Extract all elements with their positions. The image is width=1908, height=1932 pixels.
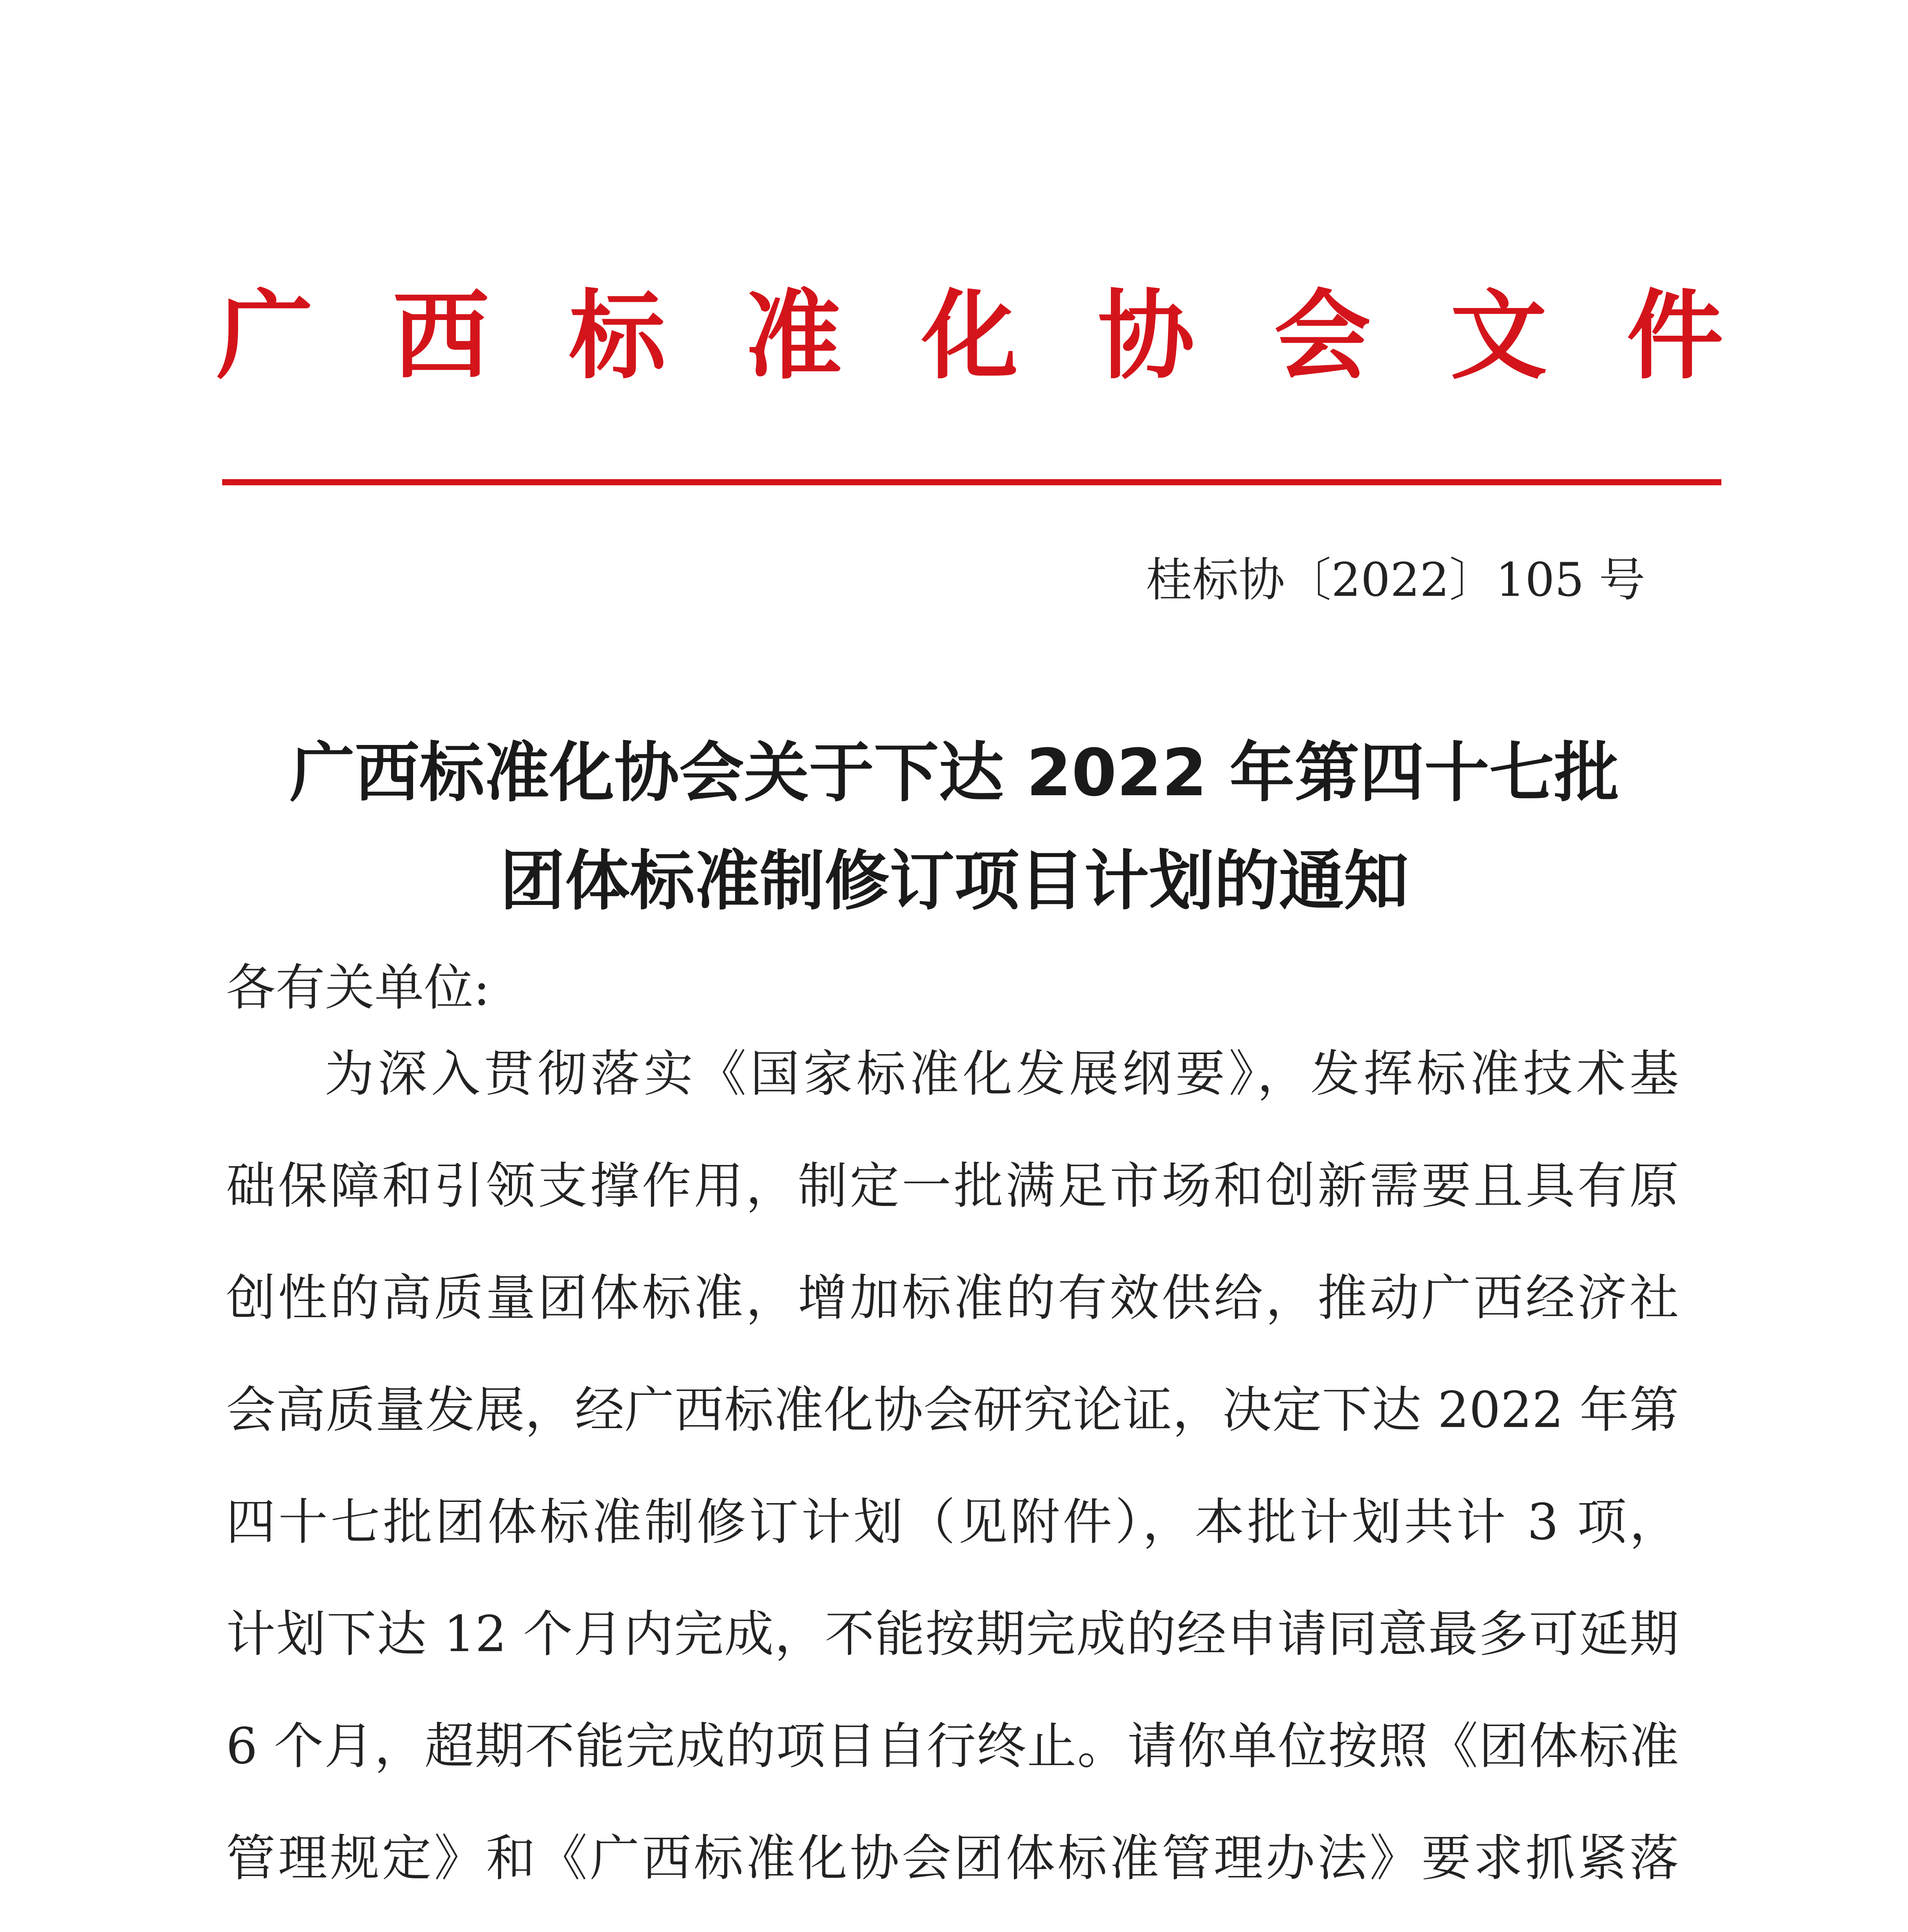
masthead-char: 文 (1450, 280, 1547, 392)
document-masthead (216, 278, 1723, 394)
body-text-line: 会高质量发展，经广西标准化协会研究论证，决定下达 2022 年第 (226, 1381, 1679, 1439)
masthead-char: 协 (1098, 280, 1195, 392)
document-number: 桂标协〔2022〕105 号 (1146, 553, 1645, 607)
masthead-red-rule (222, 479, 1721, 485)
document-title-line-2: 团体标准制修订项目计划的通知 (500, 843, 1409, 919)
body-text-line: 管理规定》和《广西标准化协会团体标准管理办法》要求抓紧落 (226, 1830, 1679, 1887)
body-text-line: 为深入贯彻落实《国家标准化发展纲要》，发挥标准技术基 (325, 1045, 1679, 1103)
masthead-char: 件 (1627, 280, 1723, 392)
masthead-char: 标 (569, 280, 666, 392)
body-text-line: 创性的高质量团体标准，增加标准的有效供给，推动广西经济社 (226, 1269, 1679, 1327)
masthead-char: 广 (216, 280, 313, 392)
masthead-char: 会 (1274, 280, 1371, 392)
document-title-line-1: 广西标准化协会关于下达 2022 年第四十七批 (289, 735, 1619, 811)
body-text-line: 计划下达 12 个月内完成，不能按期完成的经申请同意最多可延期 (226, 1605, 1679, 1663)
body-text-line: 四十七批团体标准制修订计划（见附件），本批计划共计 3 项， (226, 1493, 1679, 1551)
body-text-line: 6 个月，超期不能完成的项目自行终止。请你单位按照《团体标准 (226, 1718, 1679, 1775)
salutation: 各有关单位: (226, 959, 490, 1017)
masthead-char: 准 (745, 280, 842, 392)
masthead-char: 西 (393, 280, 490, 392)
body-text-line: 础保障和引领支撑作用，制定一批满足市场和创新需要且具有原 (226, 1157, 1679, 1215)
masthead-char: 化 (922, 280, 1018, 392)
